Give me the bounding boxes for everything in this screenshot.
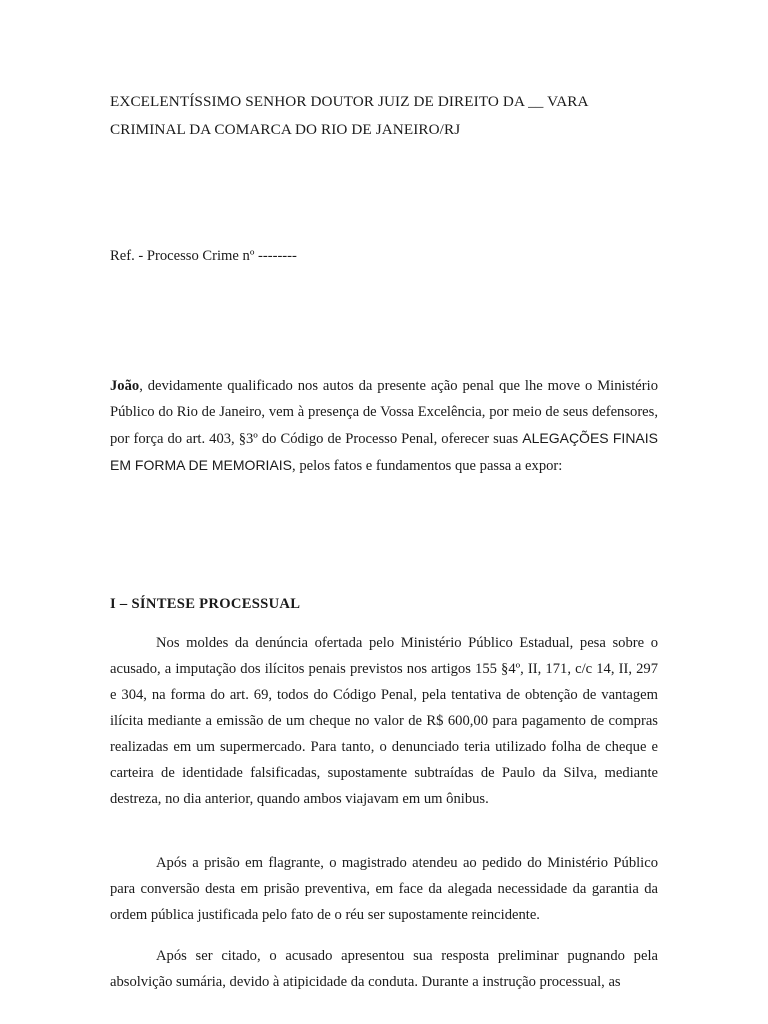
section-title: I – SÍNTESE PROCESSUAL: [110, 596, 301, 612]
paragraph-3: Após ser citado, o acusado apresentou sua resposta preliminar pugnando pela absolvição sumária, devido à atipicidade da conduta. Durante a instrução processual, as: [110, 948, 658, 990]
paragraph-2: Após a prisão em flagrante, o magistrado atendeu ao pedido do Ministério Público para conversão desta em prisão preventiva, em face da alegada necessidade da garantia da ordem pública justificada pelo fato de o réu ser supostamente reincidente.: [110, 855, 658, 923]
intro-paragraph: [110, 373, 658, 479]
heading-line-2: CRIMINAL DA COMARCA DO RIO DE JANEIRO/RJ: [110, 121, 461, 138]
document-heading: [110, 88, 670, 144]
process-reference: Ref. - Processo Crime nº --------: [110, 248, 297, 264]
intro-caps-title: ALEGAÇÕES FINAIS EM FORMA DE MEMORIAIS: [110, 430, 658, 473]
heading-line-1: EXCELENTÍSSIMO SENHOR DOUTOR JUIZ DE DIREITO DA __ VARA: [110, 93, 589, 110]
defendant-name: João: [110, 378, 140, 394]
intro-text-b: , pelos fatos e fundamentos que passa a expor:: [292, 458, 563, 474]
paragraph-1: Nos moldes da denúncia ofertada pelo Ministério Público Estadual, pesa sobre o acusado, a imputação dos ilícitos penais previstos nos artigos 155 §4º, II, 171, c/c 14, II, 297 e 304, na forma do art. 69, todos do Código Penal, pela tentativa de obtenção de vantagem ilícita mediante a emissão de um cheque no valor de R$ 600,00 para pagamento de compras realizadas em um supermercado. Para tanto, o denunciado teria utilizado folha de cheque e carteira de identidade falsificadas, supostamente subtraídas de Paulo da Silva, mediante destreza, no dia anterior, quando ambos viajavam em um ônibus.: [110, 635, 658, 807]
intro-text-a: , devidamente qualificado nos autos da presente ação penal que lhe move o Ministério Público do Rio de Janeiro, vem à presença de Vossa Excelência, por meio de seus defensores, por força do art. 403, §3º do Código de Processo Penal, oferecer suas: [110, 378, 658, 447]
